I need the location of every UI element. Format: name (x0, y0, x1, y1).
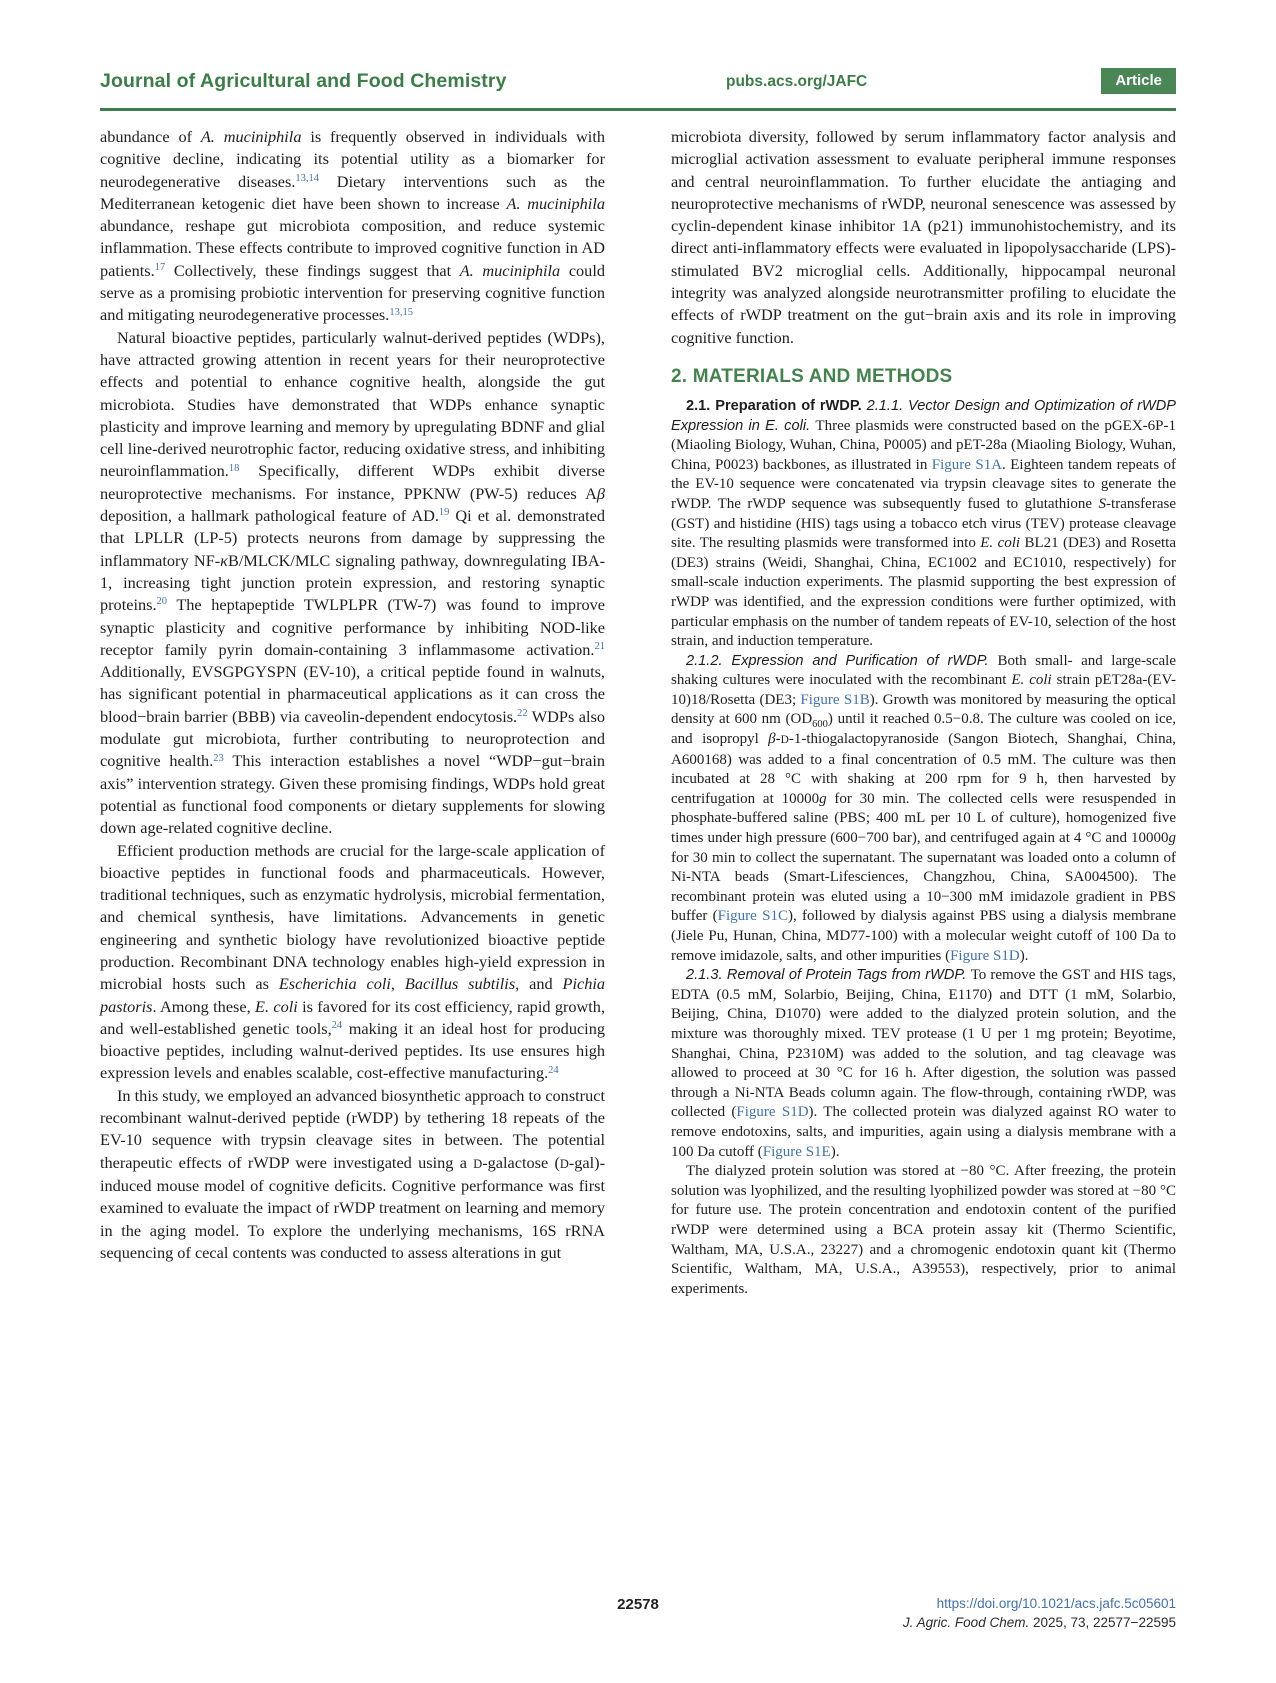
text-run: Collectively, these findings suggest that (165, 260, 460, 280)
paragraph (671, 397, 1181, 652)
text-run: Dietary interventions such as the Mediterranean ketogenic diet have been shown to increase (100, 171, 610, 213)
text-run: Specifically, different WDPs exhibit diverse neuroprotective mechanisms. For instance, PPKNW (PW-5) reduces A (100, 461, 610, 503)
figure-link[interactable]: Figure S1E (762, 1143, 831, 1160)
text-run: deposition, a hallmark pathological feature of AD. (100, 483, 610, 526)
text-run: is favored for its cost efficiency, rapid growth, and well-established genetic tools, (100, 996, 610, 1038)
figure-link[interactable]: Figure S1D (736, 1104, 809, 1121)
text-run: is frequently observed in individuals with cognitive decline, indicating its potential utility as a biomarker for neurodegenerative diseases. (100, 127, 610, 191)
text-run: ). (1019, 947, 1029, 964)
page-number: 22578 (617, 1596, 659, 1613)
header-divider (100, 108, 1176, 111)
reference-link[interactable]: 22 (517, 707, 528, 719)
reference-link[interactable]: 20 (156, 596, 168, 608)
text-run: E. coli (1011, 672, 1052, 689)
reference-link[interactable]: 13,14 (295, 172, 320, 184)
paragraph (671, 126, 1181, 349)
text-run: . Eighteen tandem repeats of the EV-10 sequence were concatenated via trypsin cleavage sites to generate the rWDP. The rWDP sequence was subsequently fused to glutathione (671, 456, 1180, 512)
text-run: Bacillus subtilis (404, 974, 516, 994)
text-run: Pichia pastoris (100, 974, 610, 1016)
paragraph (671, 966, 1180, 1162)
text-run: 2.1. Preparation of rWDP. (686, 397, 867, 414)
text-run: This interaction establishes a novel “WDP−gut−brain axis” intervention strategy. Given these promising findings, WDPs hold great potential as functional food components or dietary supplements for slowing down age-related cognitive decline. (100, 751, 610, 838)
text-run: Natural bioactive peptides, particularly walnut-derived peptides (WDPs), have attracted growing attention in recent years for their neuroprotective effects and potential to enhance cognitive health, alongside the gut microbiota. Studies have demonstrated that WDPs enhance synaptic plasticity and improve learning and memory by upregulating BDNF and glial cell line-derived neurotrophic factor, reducing oxidative stress, and inhibiting neuroinflammation. (100, 327, 610, 481)
text-run: β (596, 483, 605, 503)
text-run: -1-thiogalactopyranoside (Sangon Biotech, Shanghai, China, A600168) was added to a final concentration of 0.5 mM. The culture was then incubated at 28 °C with shaking at 200 rpm for 9 h, then harvested by centrifugation at 10000 (671, 731, 1180, 807)
reference-link[interactable]: 17 (154, 262, 166, 274)
text-run: The heptapeptide TWLPLPR (TW-7) was found to improve synaptic plasticity and cognitive performance by inhibiting NOD-like receptor family pyrin domain-containing 3 inflammasome activation. (100, 595, 610, 659)
figure-link[interactable]: Figure S1D (950, 947, 1020, 964)
text-run: making it an ideal host for producing bioactive peptides, including walnut-derived peptides. Its use ensures high expression levels and enables scalable, cost-effective manufacturing. (100, 1018, 610, 1083)
text-run: A. muciniphila (459, 260, 561, 280)
paragraph (100, 840, 610, 1085)
section-heading: 2. MATERIALS AND METHODS (671, 365, 953, 387)
left-column (100, 126, 610, 1299)
text-run: abundance of (100, 127, 201, 146)
reference-link[interactable]: 24 (548, 1064, 559, 1076)
doi-link[interactable]: https://doi.org/10.1021/acs.jafc.5c05601 (936, 1596, 1176, 1611)
text-run: B/MLCK/MLC signaling pathway, downregulating IBA-1, increasing tight junction protein expression, and restoring synaptic proteins. (100, 550, 610, 615)
paragraph (100, 126, 610, 327)
text-run: Qi et al. demonstrated that LPLLR (LP-5) protects neurons from damage by suppressing the inflammatory NF- (100, 506, 610, 570)
text-run: Additionally, EVSGPGYSPN (EV-10), a critical peptide found in walnuts, has significant potential in pharmaceutical applications as it can cross the blood−brain barrier (BBB) via caveolin-dependent endocytosis. (100, 639, 610, 726)
text-run: for 30 min to collect the supernatant. The supernatant was loaded onto a column of Ni-NTA beads (Smart-Lifesciences, Changzhou, China, SA004500). The recombinant protein was eluted using a 10−300 mM imidazole gradient in PBS buffer ( (671, 830, 1180, 925)
citation-block (903, 1594, 1176, 1632)
journal-title: Journal of Agricultural and Food Chemistry (100, 70, 507, 92)
text-run: - (775, 731, 781, 748)
page-footer (100, 1594, 1176, 1644)
text-run: 2.1.3. Removal of Protein Tags from rWDP. (686, 967, 971, 984)
text-run: A. muciniphila (200, 127, 302, 146)
reference-link[interactable]: 18 (228, 462, 240, 474)
two-column-body (100, 126, 1181, 1299)
text-run: S (1098, 495, 1107, 512)
text-run: The dialyzed protein solution was stored at −80 °C. After freezing, the protein solution was lyophilized, and the resulting lyophilized powder was stored at −80 °C for future use. The protein concentration and endotoxin content of the purified rWDP were determined using a BCA protein assay kit (Thermo Scientific, Waltham, MA, U.S.A., 23227) and a chromogenic endotoxin quant kit (Thermo Scientific, Waltham, MA, U.S.A., A39553), respectively, prior to animal experiments. (671, 1163, 1180, 1297)
figure-link[interactable]: Figure S1C (717, 908, 788, 925)
paragraph (100, 327, 610, 840)
text-run: E. coli (255, 996, 298, 1016)
right-column (671, 126, 1181, 1299)
citation-journal-name: J. Agric. Food Chem. (902, 1615, 1030, 1630)
text-run: D (559, 1156, 569, 1171)
text-run: Escherichia coli (278, 974, 391, 994)
reference-link[interactable]: 21 (594, 641, 605, 653)
reference-link[interactable]: 23 (213, 752, 224, 764)
text-run: . Among these, (152, 996, 256, 1016)
figure-link[interactable]: Figure S1B (800, 691, 870, 708)
article-type-badge: Article (1101, 68, 1176, 94)
text-run: Three plasmids were constructed based on the pGEX-6P-1 (Miaoling Biology, Wuhan, China, P0005) and pET-28a (Miaoling Biology, Wuhan, China, P0023) backbones, as illustrated in (671, 417, 1180, 473)
text-run: WDPs also modulate gut microbiota, further contributing to neuroprotection and cognitive health. (100, 706, 610, 771)
text-run: 600 (812, 718, 828, 730)
text-run: β (768, 731, 776, 748)
text-run: for 30 min. The collected cells were resuspended in phosphate-buffered saline (PBS; 400 mL per 10 L of culture), homogenized five times under high pressure (600−700 bar), and centrifuged again at 4 °C and 10000 (671, 790, 1180, 847)
text-run: A. muciniphila (506, 193, 605, 213)
text-run: -gal)-induced mouse model of cognitive deficits. Cognitive performance was first examined to evaluate the impact of rWDP treatment on learning and memory in the aging model. To explore the underlying mechanisms, 16S rRNA sequencing of cecal contents was conducted to assess alterations in gut (100, 1152, 610, 1262)
text-run: E. coli (980, 535, 1021, 552)
text-run: D (780, 734, 789, 747)
text-run: , (390, 974, 405, 994)
text-run: 2.1.2. Expression and Purification of rWDP. (686, 652, 998, 669)
text-run: could serve as a promising probiotic intervention for preserving cognitive function and mitigating neurodegenerative processes. (100, 260, 610, 325)
text-run: g (819, 790, 827, 807)
text-run: , and (515, 974, 563, 994)
reference-link[interactable]: 19 (438, 507, 450, 519)
figure-link[interactable]: Figure S1A (931, 456, 1003, 473)
text-run: 2.1.1. Vector Design and Optimization of rWDP Expression in E. coli. (671, 397, 1181, 434)
journal-url-link[interactable]: pubs.acs.org/JAFC (726, 73, 868, 90)
citation-volume-pages: 2025, 73, 22577−22595 (1029, 1615, 1176, 1630)
paragraph (671, 652, 1180, 967)
text-run: BL21 (DE3) and Rosetta (DE3) strains (Weidi, Shanghai, China, EC1002 and EC1010, respectively) for small-scale induction experiments. The plasmid supporting the best expression of rWDP was identified, and the expression conditions were further optimized, with particular emphasis on the number of tandem repeats of EV-10, selection of the host strain, and induction temperature. (671, 535, 1180, 650)
text-run: g (1168, 830, 1176, 847)
reference-link[interactable]: 13,15 (389, 306, 413, 318)
text-run: κ (220, 550, 228, 570)
text-run: To remove the GST and HIS tags, EDTA (0.5 mM, Solarbio, Beijing, China, E1170) and DTT (1 mM, Solarbio, Beijing, China, D1070) were added to the dialyzed protein solution, and the mixture was thoroughly mixed. TEV protease (1 U per 1 mg protein; Beyotime, Shanghai, China, P2310M) was added to the solution, and tag cleavage was allowed to proceed at 30 °C for 16 h. After digestion, the solution was passed through a Ni-NTA Beads column again. The flow-through, containing rWDP, was collected ( (671, 967, 1180, 1121)
page-header (100, 70, 1176, 103)
text-run: ). (830, 1143, 840, 1160)
text-run: ). The collected protein was dialyzed against RO water to remove endotoxins, salts, and impurities, again using a dialysis membrane with a 100 Da cutoff ( (671, 1104, 1180, 1160)
text-run: -transferase (GST) and histidine (HIS) tags using a tobacco etch virus (TEV) protease cleavage site. The resulting plasmids were transformed into (671, 495, 1180, 552)
text-run: In this study, we employed an advanced biosynthetic approach to construct recombinant walnut-derived peptide (rWDP) by tethering 18 repeats of the EV-10 sequence with trypsin cleavage sites in between. The potential therapeutic effects of rWDP were investigated using a (100, 1085, 610, 1172)
journal-citation (903, 1615, 1176, 1630)
text-run: D (473, 1156, 483, 1171)
paragraph (100, 1085, 610, 1264)
text-run: ). Growth was monitored by measuring the optical density at 600 nm (OD (671, 691, 1180, 728)
text-run: microbiota diversity, followed by serum inflammatory factor analysis and microglial activation assessment to evaluate peripheral immune responses and central neuroinflammation. To further elucidate the antiaging and neuroprotective mechanisms of rWDP, neuronal senescence was assessed by cyclin-dependent kinase inhibitor 1A (p21) immunohistochemistry, and its direct anti-inflammatory effects were evaluated in lipopolysaccharide (LPS)-stimulated BV2 microglial cells. Additionally, hippocampal neuronal integrity was analyzed alongside neurotransmitter profiling to elucidate the effects of rWDP treatment on the gut−brain axis and its role in improving cognitive function. (671, 127, 1181, 347)
text-run: strain pET28a-(EV-10)18/Rosetta (DE3; (671, 672, 1177, 708)
text-run: -galactose ( (482, 1152, 560, 1172)
text-run: abundance, reshape gut microbiota composition, and reduce systemic inflammation. These effects contribute to improved cognitive function in AD patients. (100, 193, 610, 280)
paragraph (671, 1162, 1180, 1299)
text-run: ) until it reached 0.5−0.8. The culture was cooled on ice, and isopropyl (671, 711, 1180, 748)
text-run: ), followed by dialysis against PBS using a dialysis membrane (Jiele Pu, Hunan, China, MD77-100) with a molecular weight cutoff of 100 Da to remove imidazole, salts, and other impurities ( (671, 908, 1180, 964)
text-run: Both small- and large-scale shaking cultures were inoculated with the recombinant (671, 652, 1180, 689)
text-run: Efficient production methods are crucial for the large-scale application of bioactive peptides in functional foods and pharmaceuticals. However, traditional techniques, such as enzymatic hydrolysis, microbial fermentation, and chemical synthesis, have limitations. Advancements in genetic engineering and synthetic biology have revolutionized bioactive peptide production. Recombinant DNA technology enables high-yield expression in microbial hosts such as (100, 840, 610, 994)
reference-link[interactable]: 24 (331, 1020, 343, 1032)
